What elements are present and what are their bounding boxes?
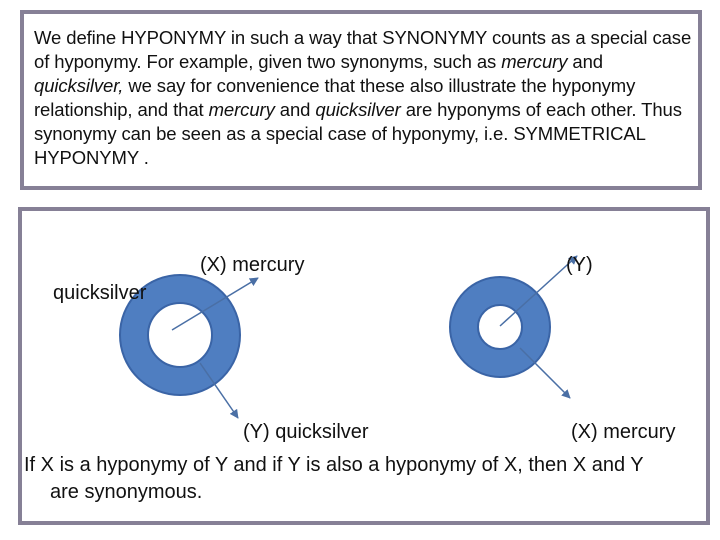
definition-segment: and bbox=[274, 99, 316, 120]
definition-segment: we say for convenience that these also illustrate the hyponymy relationship, and that bbox=[34, 75, 636, 120]
conclusion-line-2: are synonymous. bbox=[50, 481, 203, 503]
right-ring-diagram bbox=[450, 256, 577, 398]
left-bottom-label: (Y) quicksilver bbox=[243, 421, 369, 443]
left-top-label: (X) mercury bbox=[200, 254, 305, 276]
right-arrow-down bbox=[520, 348, 570, 398]
term-quicksilver: quicksilver bbox=[315, 99, 401, 120]
term-quicksilver: quicksilver, bbox=[34, 75, 124, 96]
ring-outline bbox=[148, 303, 212, 367]
conclusion-text bbox=[24, 452, 696, 506]
definition-segment: are hyponyms of each other. Thus synonymy can be seen as a special case of hyponymy, i.e. SYMMETRICAL HYPONYMY . bbox=[34, 99, 682, 168]
term-mercury: mercury bbox=[208, 99, 275, 120]
right-top-label: (Y) bbox=[566, 254, 593, 276]
definition-segment: We define HYPONYMY in such a way that SYNONYMY counts as a special case of hyponymy. For example, given two synonyms, such as bbox=[34, 27, 692, 72]
definition-segment: and bbox=[567, 51, 603, 72]
right-bottom-label: (X) mercury bbox=[571, 421, 676, 443]
term-mercury: mercury bbox=[501, 51, 568, 72]
left-side-label: quicksilver bbox=[53, 282, 147, 304]
conclusion-line-1: If X is a hyponymy of Y and if Y is also a hyponymy of X, then X and Y bbox=[24, 454, 644, 476]
